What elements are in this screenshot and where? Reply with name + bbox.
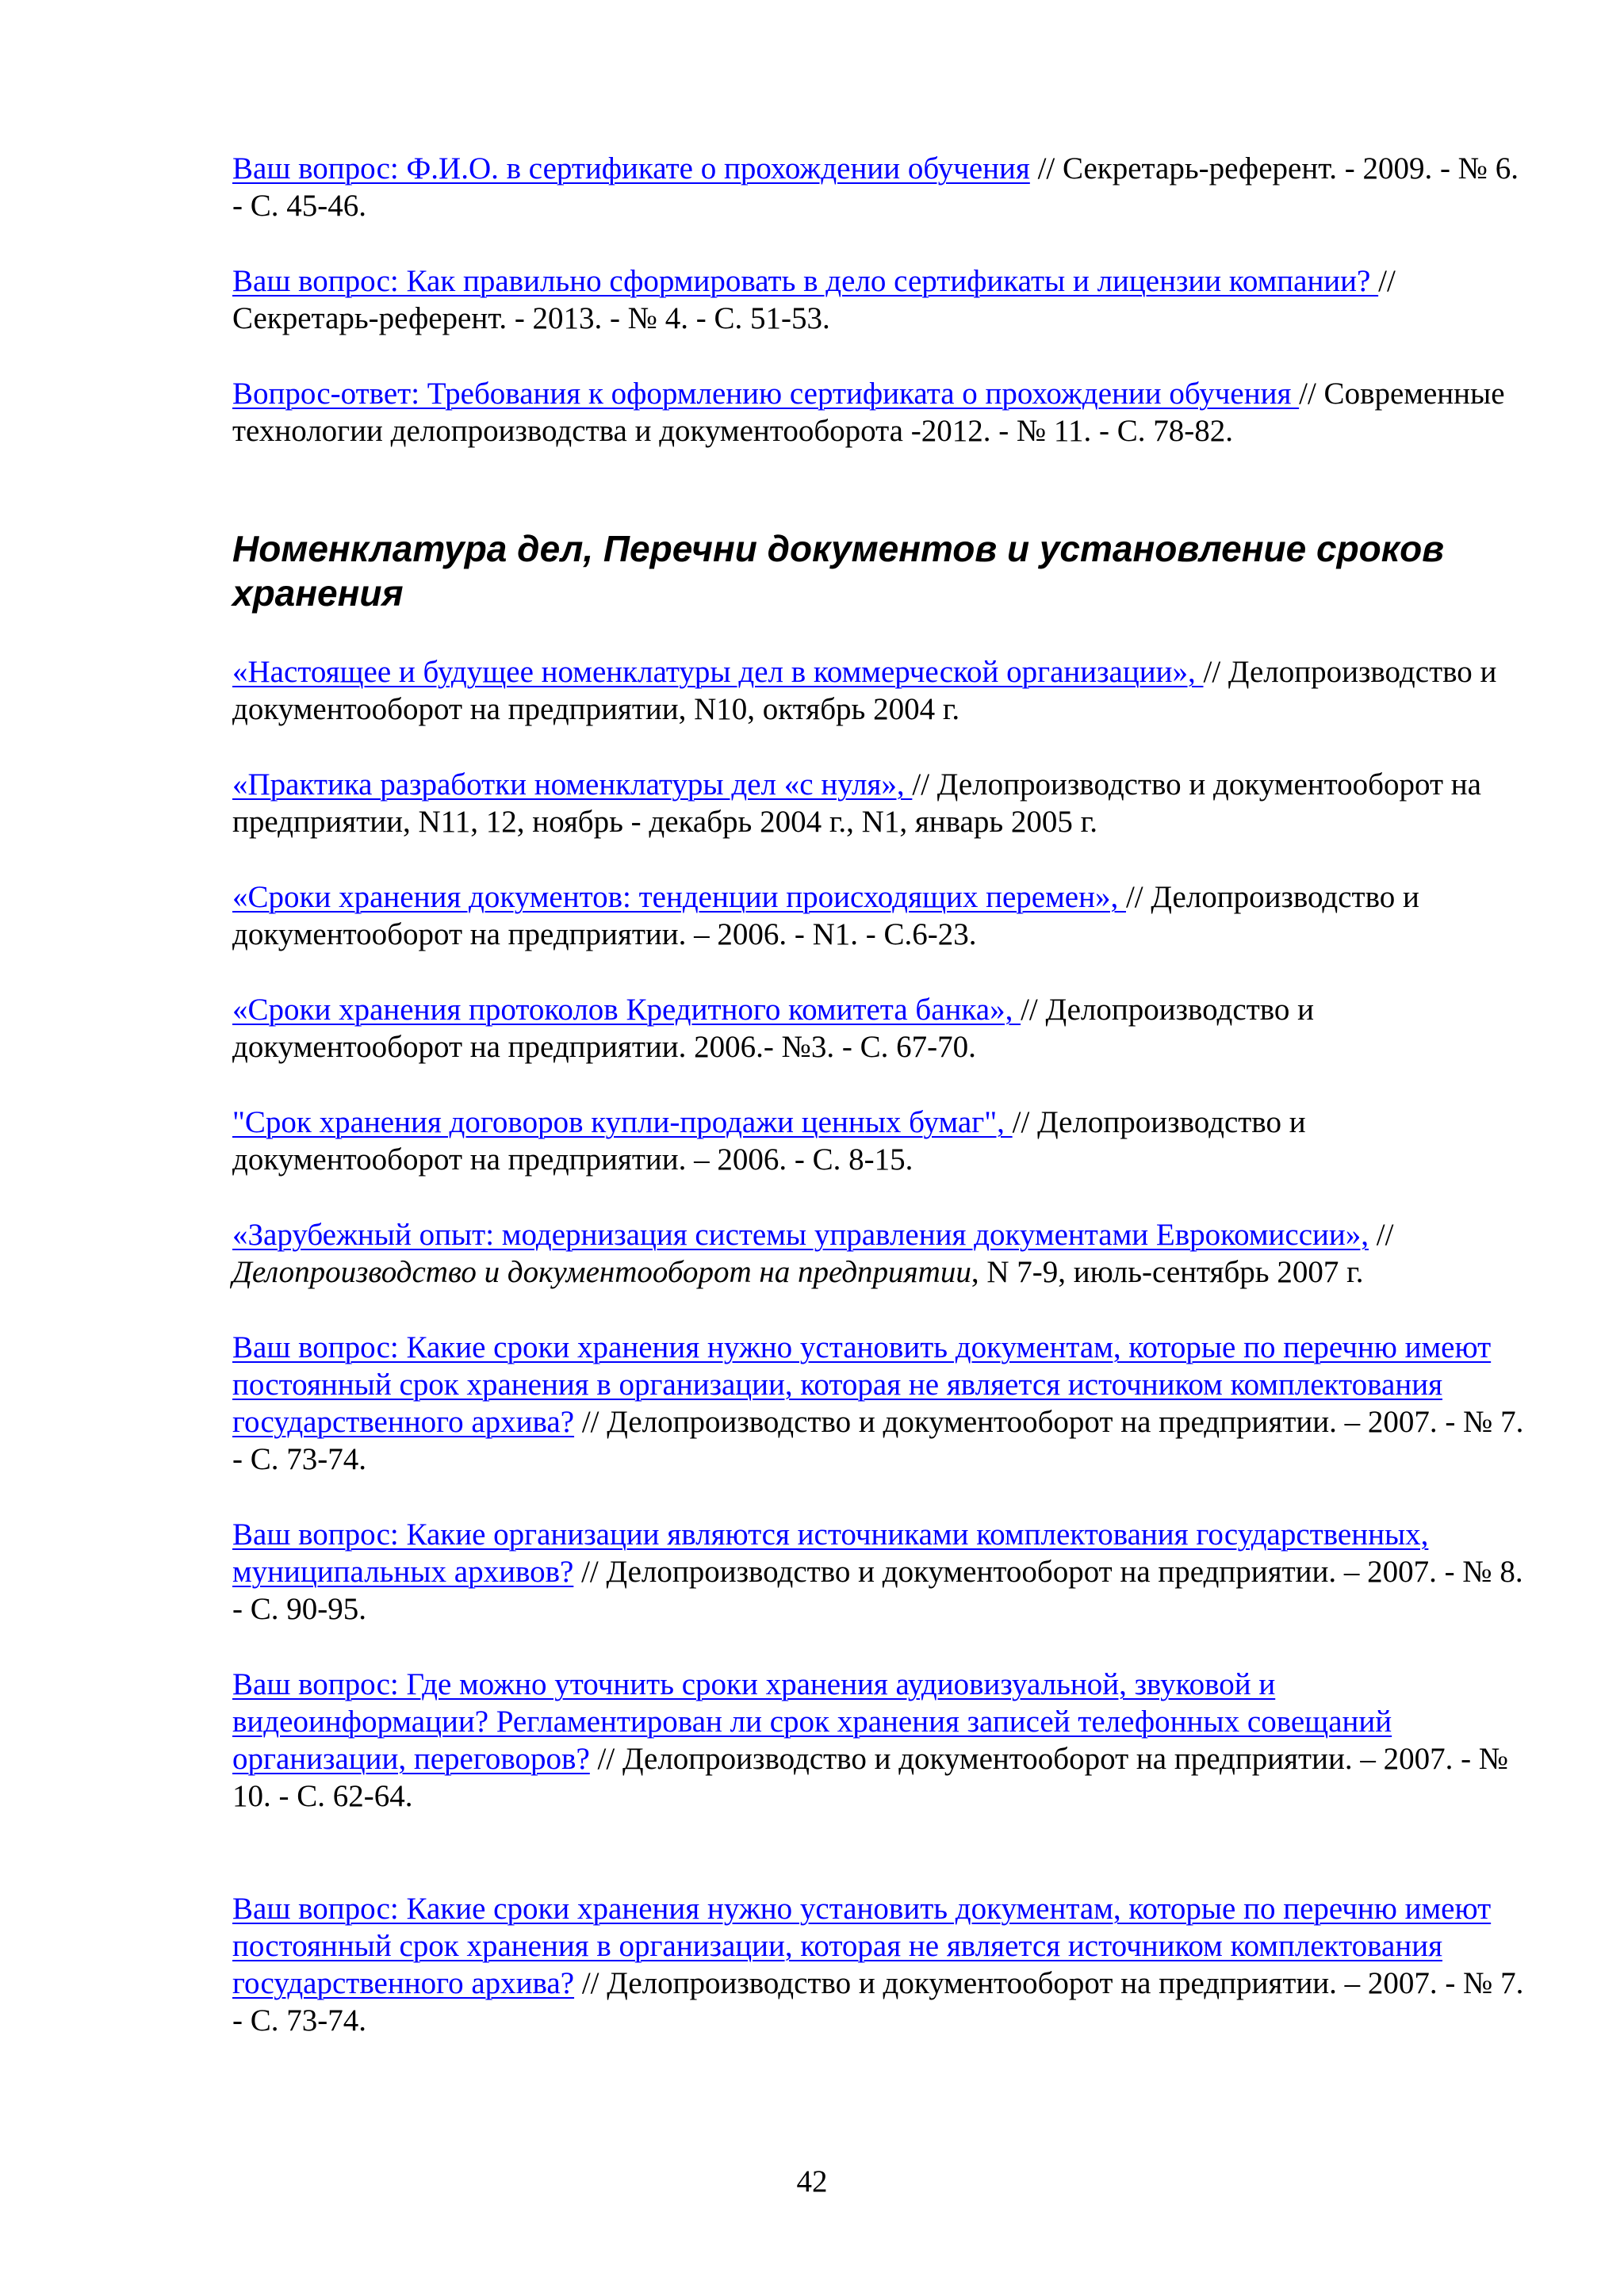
entry-source: // xyxy=(1369,1218,1394,1252)
entry-link[interactable]: Ваш вопрос: Какие организации являются источниками комплектования государственных, муниципальных архивов? xyxy=(232,1517,1429,1589)
page-content xyxy=(232,150,1533,2077)
entry-source: // Делопроизводство и документооборот на предприятии. – 2007. - № 8. - С. 90-95. xyxy=(232,1555,1523,1626)
bibliography-entry xyxy=(232,1329,1533,1478)
entry-source: // Делопроизводство и документооборот на предприятии. – 2007. - № 7. - С. 73-74. xyxy=(232,1966,1524,2038)
entry-source: // Делопроизводство и документооборот на предприятии. 2006.- №3. - С. 67-70. xyxy=(232,993,1315,1064)
entry-source-issue: , N 7-9, июль-сентябрь 2007 г. xyxy=(971,1255,1364,1289)
entry-source: // Современные технологии делопроизводства и документооборота -2012. - № 11. - С. 78-82. xyxy=(232,377,1505,448)
bibliography-entry xyxy=(232,1890,1533,2039)
bibliography-entry xyxy=(232,1516,1533,1628)
bibliography-entry xyxy=(232,878,1533,953)
entry-link[interactable]: Ваш вопрос: Где можно уточнить сроки хранения аудиовизуальной, звуковой и видеоинформации? Регламентирован ли срок хранения записей телефонных совещаний организации, переговоров? xyxy=(232,1667,1392,1776)
section-heading: Номенклатура дел, Перечни документов и установление сроков хранения xyxy=(232,528,1444,614)
entry-link[interactable]: «Зарубежный опыт: модернизация системы управления документами Еврокомиссии», xyxy=(232,1218,1369,1252)
bibliography-entry xyxy=(232,262,1533,337)
bibliography-entry xyxy=(232,1104,1533,1178)
bibliography-entry xyxy=(232,653,1533,728)
entry-link[interactable]: Вопрос-ответ: Требования к оформлению сертификата о прохождении обучения xyxy=(232,377,1300,411)
entry-source: // Делопроизводство и документооборот на предприятии, N11, 12, ноябрь - декабрь 2004 г., N1, январь 2005 г. xyxy=(232,767,1481,839)
bibliography-entry xyxy=(232,375,1533,450)
entry-link[interactable]: Ваш вопрос: Какие сроки хранения нужно установить документам, которые по перечню имеют постоянный срок хранения в организации, которая не является источником комплектования государственного архива? xyxy=(232,1892,1492,2000)
entry-link[interactable]: Ваш вопрос: Какие сроки хранения нужно установить документам, которые по перечню имеют постоянный срок хранения в организации, которая не является источником комплектования государственного архива? xyxy=(232,1330,1492,1439)
entry-link[interactable]: «Настоящее и будущее номенклатуры дел в коммерческой организации», xyxy=(232,655,1204,689)
entry-link[interactable]: "Срок хранения договоров купли-продажи ценных бумаг", xyxy=(232,1105,1013,1139)
bibliography-entry xyxy=(232,1666,1533,1815)
entry-source: // Делопроизводство и документооборот на предприятии. – 2006. - С. 8-15. xyxy=(232,1105,1306,1177)
entry-link[interactable]: «Сроки хранения документов: тенденции происходящих перемен», xyxy=(232,880,1126,914)
entry-link[interactable]: «Сроки хранения протоколов Кредитного комитета банка», xyxy=(232,993,1021,1027)
entry-source: // Делопроизводство и документооборот на предприятии. – 2006. - N1. - С.6-23. xyxy=(232,880,1419,951)
entry-link[interactable]: «Практика разработки номенклатуры дел «с нуля», xyxy=(232,767,913,802)
entry-source-journal: Делопроизводство и документооборот на предприятии xyxy=(232,1255,971,1289)
bibliography-entry xyxy=(232,991,1533,1066)
entry-link[interactable]: Ваш вопрос: Как правильно сформировать в дело сертификаты и лицензии компании? xyxy=(232,264,1379,298)
entry-source: // Делопроизводство и документооборот на предприятии. – 2007. - № 7. - С. 73-74. xyxy=(232,1405,1524,1476)
entry-link[interactable]: Ваш вопрос: Ф.И.О. в сертификате о прохождении обучения xyxy=(232,151,1030,186)
bibliography-entry xyxy=(232,766,1533,840)
page-number: 42 xyxy=(796,2164,828,2198)
bibliography-entry xyxy=(232,150,1533,224)
entry-source: // Секретарь-референт. - 2013. - № 4. - С. 51-53. xyxy=(232,264,1396,335)
entry-source: // Делопроизводство и документооборот на предприятии. – 2007. - № 10. - С. 62-64. xyxy=(232,1742,1509,1813)
entry-source: // Секретарь-референт. - 2009. - № 6. - С. 45-46. xyxy=(232,151,1519,223)
entry-source: // Делопроизводство и документооборот на предприятии, N10, октябрь 2004 г. xyxy=(232,655,1497,726)
bibliography-entry xyxy=(232,1216,1533,1291)
